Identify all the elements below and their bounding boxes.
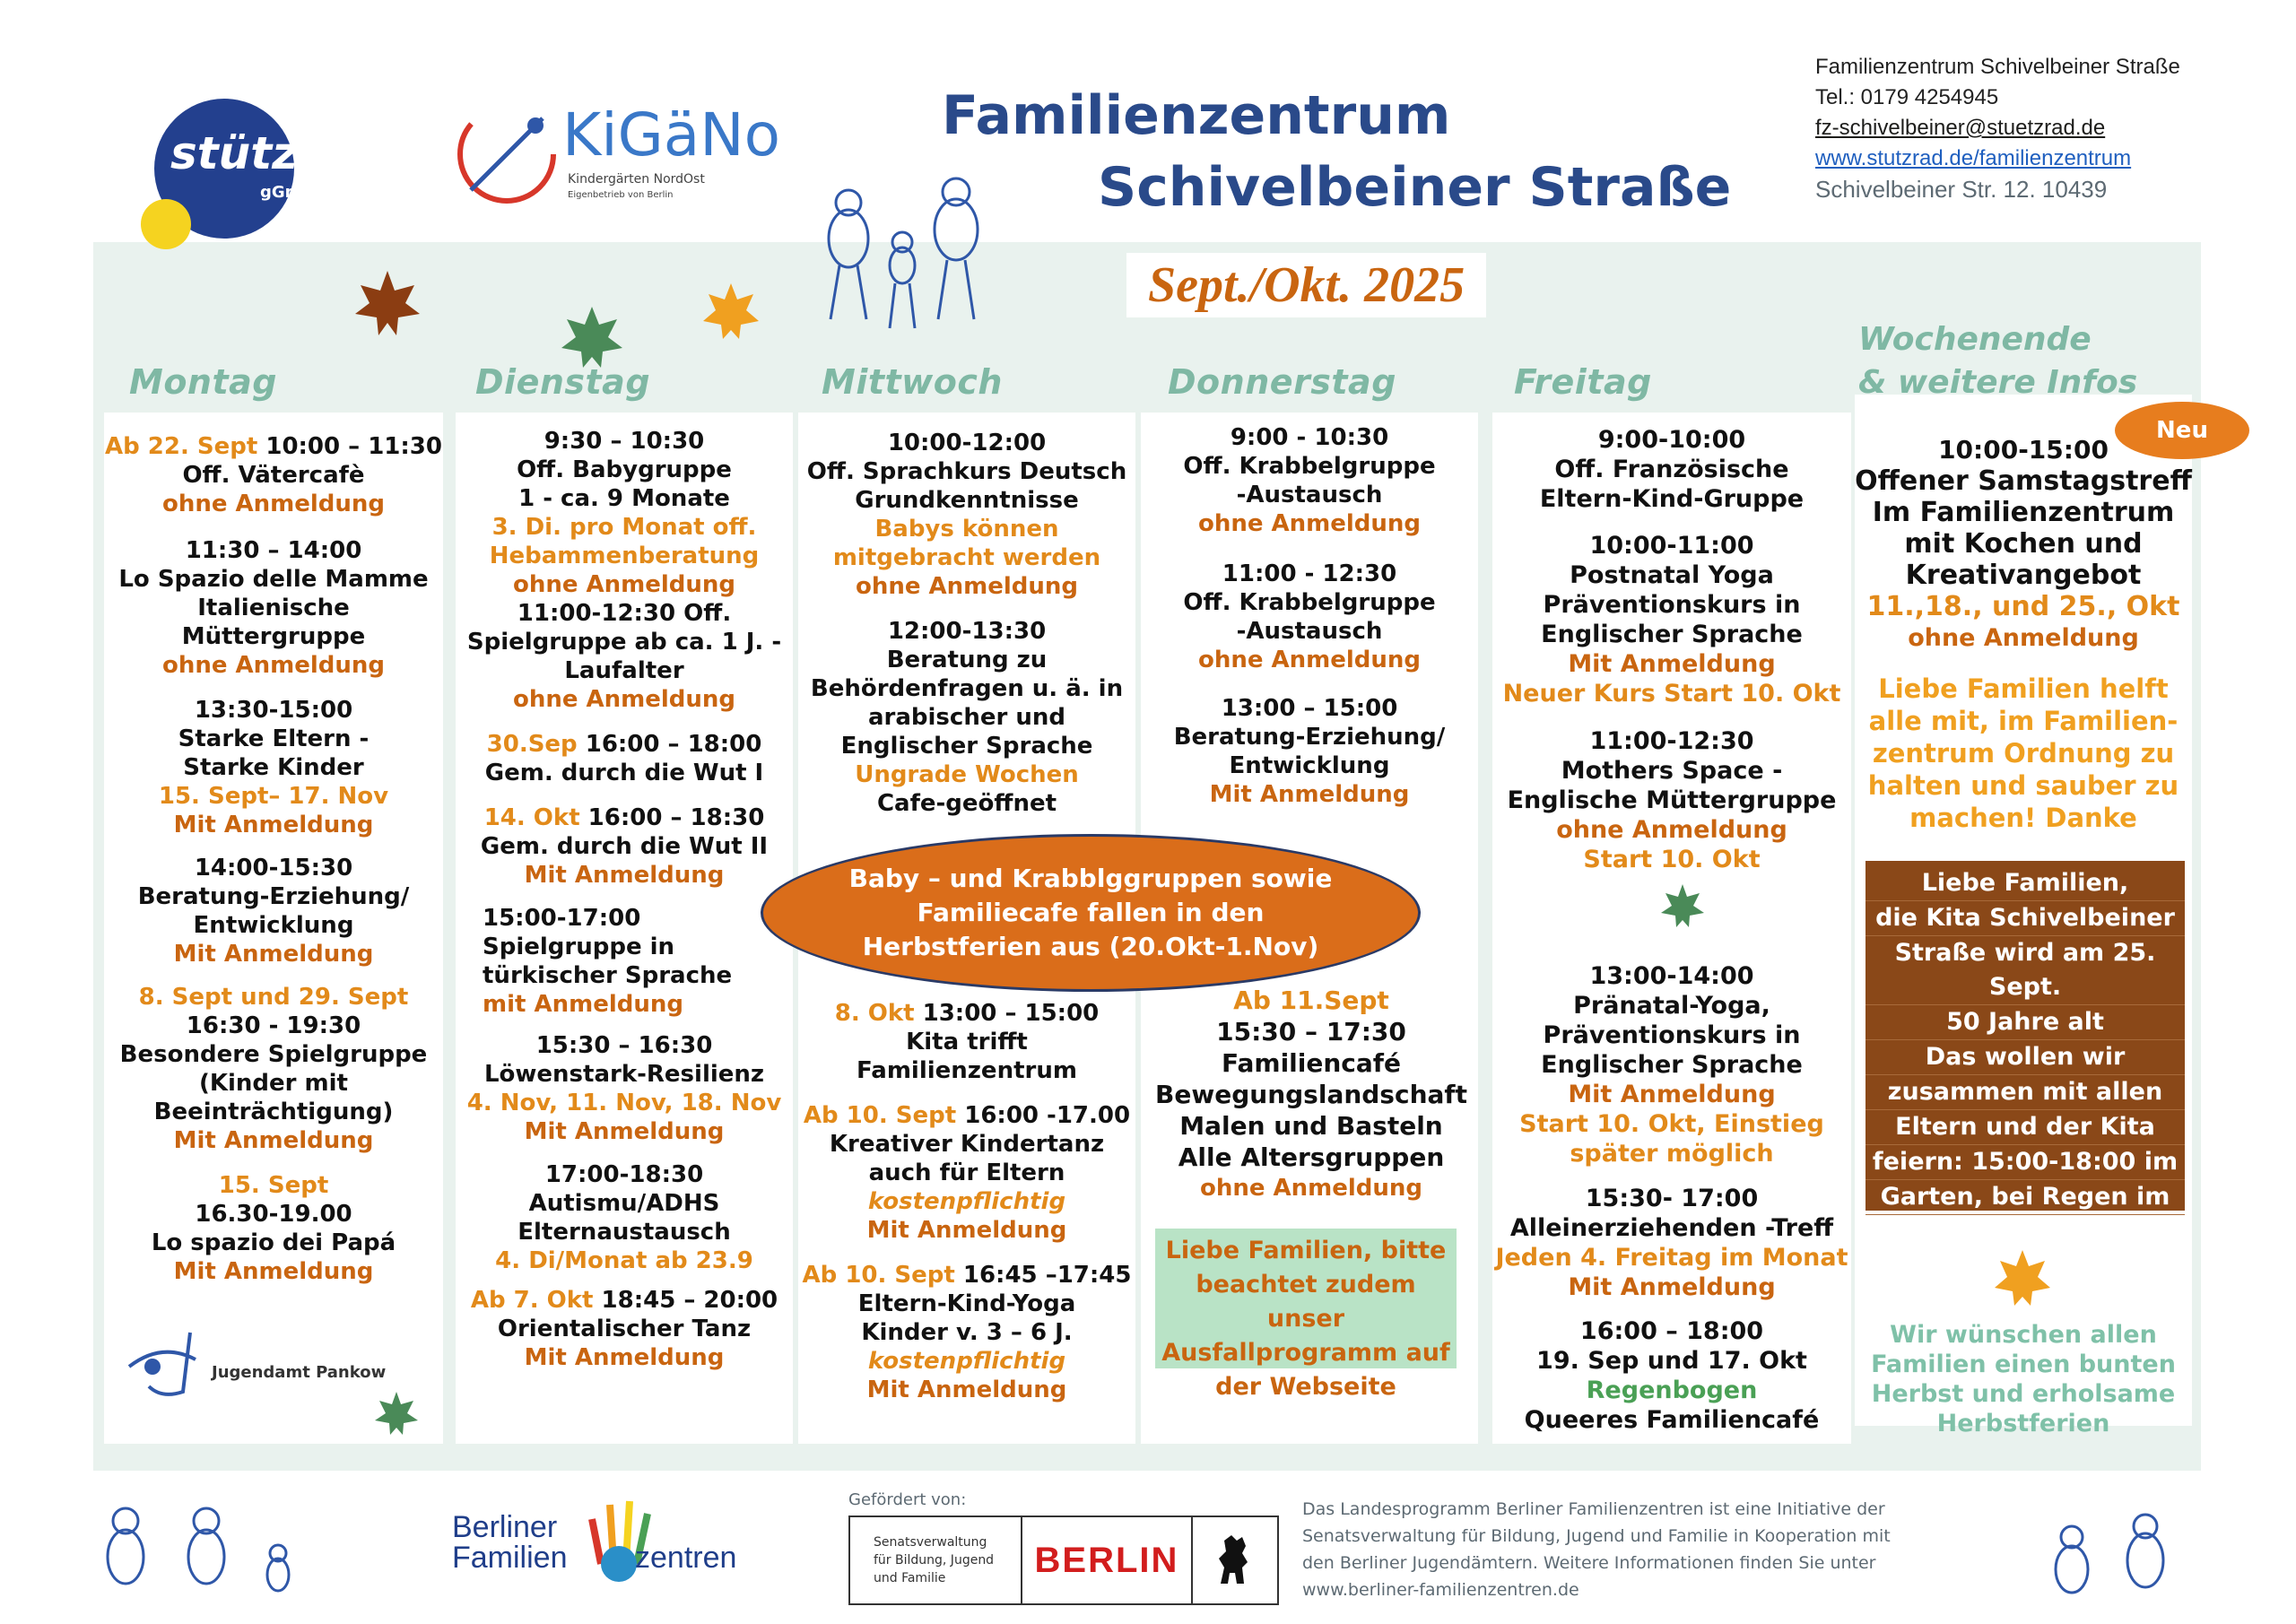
friday-e2-line-3: Englischer Sprache: [1541, 621, 1803, 648]
weekend-help-notice: [1855, 673, 2192, 834]
thursday-entry-1: [1141, 423, 1478, 538]
tuesday-entry-6: [483, 904, 752, 1019]
monday-e1-time: 10:00 – 11:30: [257, 433, 442, 460]
thursday-e4-note: ohne Anmeldung: [1199, 1175, 1423, 1202]
new-badge: Neu: [2115, 402, 2249, 459]
monday-e5-note: Mit Anmeldung: [173, 1127, 374, 1154]
kigaeno-logo-subtext-2: Eigenbetrieb von Berlin: [568, 190, 674, 200]
tuesday-e7-time: 15:30 – 16:30: [535, 1032, 713, 1059]
monday-entry-5: [104, 983, 443, 1155]
thursday-e3-time: 13:00 – 15:00: [1221, 695, 1398, 722]
thursday-entry-4: [1141, 985, 1482, 1204]
senate-line-2: für Bildung, Jugend: [874, 1553, 995, 1568]
wish-line-3: Herbst und erholsame: [1871, 1380, 2176, 1408]
ellipse-line-2: Familiecafe fallen in den: [917, 898, 1265, 927]
brown-line-5: Das wollen wir: [1866, 1040, 2185, 1075]
thursday-e4-line-3: Malen und Basteln: [1179, 1111, 1443, 1141]
wednesday-entry-2: [798, 617, 1135, 818]
weekend-header-line-2: & weitere Infos: [1858, 364, 2138, 401]
contact-name: Familienzentrum Schivelbeiner Straße: [1815, 55, 2180, 79]
senate-line-1: Senatsverwaltung: [874, 1535, 987, 1550]
wednesday-e4-date: Ab 10. Sept: [803, 1102, 957, 1129]
weekend-wishes: [1855, 1320, 2192, 1438]
friday-e6-time: 16:00 – 18:00: [1579, 1317, 1764, 1345]
wednesday-e5-time: 16:45 –17:45: [954, 1262, 1132, 1289]
wish-line-4: Herbstferien: [1936, 1410, 2110, 1437]
wednesday-e4-line-2: auch für Eltern: [868, 1159, 1065, 1186]
wednesday-entry-3: [798, 999, 1135, 1085]
day-header-thursday: Donnerstag: [1168, 362, 1396, 402]
friday-e5-note: Mit Anmeldung: [1568, 1273, 1776, 1301]
tuesday-e5-note: Mit Anmeldung: [524, 862, 725, 889]
thursday-e4-line-2: Bewegungslandschaft: [1155, 1080, 1467, 1109]
period-title: Sept./Okt. 2025: [1126, 253, 1486, 317]
funded-by-label: Gefördert von:: [848, 1490, 967, 1509]
footer-info-line-2: Senatsverwaltung für Bildung, Jugend und Familie in Kooperation mit: [1302, 1526, 1891, 1546]
thursday-e4-line-4: Alle Altersgruppen: [1178, 1142, 1445, 1172]
friday-e3-start: Start 10. Okt: [1583, 846, 1761, 873]
monday-e2-line-3: Müttergruppe: [181, 623, 366, 650]
contact-block: [1815, 52, 2180, 204]
jugendamt-logo: [126, 1327, 395, 1399]
friday-e1-time: 9:00-10:00: [1597, 426, 1746, 454]
berlin-senate-logo: [848, 1515, 1279, 1605]
thursday-e4-time: 15:30 – 17:30: [1216, 1017, 1406, 1046]
friday-entry-4: [1492, 961, 1851, 1168]
tuesday-e9-line-1: Orientalischer Tanz: [497, 1316, 752, 1342]
wednesday-e4-line-1: Kreativer Kindertanz: [829, 1131, 1105, 1158]
wednesday-e1-time: 10:00-12:00: [887, 430, 1047, 456]
wednesday-e2-line-3: arabischer und: [868, 704, 1065, 731]
friday-e2-line-2: Präventionskurs in: [1543, 591, 1801, 619]
weekend-e1-note: ohne Anmeldung: [1908, 624, 2139, 652]
contact-email-link[interactable]: [1815, 113, 2180, 143]
tuesday-e7-line-1: Löwenstark-Resilienz: [483, 1061, 765, 1088]
wednesday-entry-1: [798, 429, 1135, 601]
brown-line-1: Liebe Familien,: [1866, 866, 2185, 901]
brown-line-9: Garten, bei Regen im: [1866, 1180, 2185, 1215]
day-header-weekend: [1858, 318, 2137, 404]
tuesday-e3-line-2: Spielgruppe ab ca. 1 J. -: [466, 629, 782, 656]
weekend-e1-line-2: Im Familienzentrum: [1872, 497, 2175, 528]
wish-line-2: Familien einen bunten: [1871, 1350, 2176, 1378]
green-notice-line-3: Ausfallprogramm auf: [1161, 1339, 1450, 1367]
monday-e3-note: Mit Anmeldung: [173, 812, 374, 838]
thursday-e4-line-1: Familiencafé: [1222, 1048, 1401, 1078]
wednesday-entry-4: [798, 1101, 1135, 1245]
berlin-wordmark: BERLIN: [1022, 1517, 1193, 1603]
friday-e4-note: Mit Anmeldung: [1568, 1081, 1776, 1108]
tuesday-e3-line-3: Laufalter: [564, 657, 684, 684]
day-header-friday: Freitag: [1514, 362, 1652, 402]
monday-e4-line-2: Entwicklung: [193, 912, 354, 939]
monday-entry-2: [104, 536, 443, 680]
friday-e4-time: 13:00-14:00: [1589, 962, 1754, 990]
thursday-e1-note: ohne Anmeldung: [1197, 510, 1422, 537]
maple-leaf-icon: [373, 1390, 420, 1437]
bfz-logo-text-1: Berliner: [452, 1510, 558, 1544]
tuesday-e5-time: 16:00 – 18:30: [579, 804, 765, 831]
monday-e1-note: ohne Anmeldung: [161, 491, 386, 517]
footer-info-line-3: den Berliner Jugendämtern. Weitere Informationen finden Sie unter: [1302, 1553, 1876, 1573]
friday-e5-when: Jeden 4. Freitag im Monat: [1495, 1244, 1848, 1272]
tuesday-e2-line-1: 3. Di. pro Monat off.: [491, 514, 757, 541]
friday-e3-note: ohne Anmeldung: [1556, 816, 1787, 844]
friday-e5-line-1: Alleinerziehenden -Treff: [1509, 1214, 1834, 1242]
maple-leaf-icon: [352, 267, 423, 339]
kigaeno-logo-text: KiGäNo: [562, 100, 780, 169]
tuesday-e6-time: 15:00-17:00: [483, 905, 641, 932]
tuesday-e4-time: 16:00 – 18:00: [577, 731, 762, 758]
tuesday-e7-dates: 4. Nov, 11. Nov, 18. Nov: [466, 1090, 782, 1116]
tuesday-entry-4: [456, 730, 793, 787]
wish-line-1: Wir wünschen allen: [1890, 1321, 2157, 1349]
friday-e2-time: 10:00-11:00: [1589, 532, 1754, 560]
wednesday-e5-line-2: Kinder v. 3 – 6 J.: [861, 1319, 1073, 1346]
monday-e5-dates: 8. Sept und 29. Sept: [138, 984, 409, 1011]
tuesday-e4-date: 30.Sep: [486, 731, 578, 758]
tuesday-e3-note: ohne Anmeldung: [512, 686, 736, 713]
thursday-e2-time: 11:00 - 12:30: [1222, 560, 1397, 587]
wednesday-e1-line-2: Grundkenntnisse: [855, 487, 1079, 514]
bug-family-illustration: [795, 167, 1001, 337]
maple-leaf-icon: [1659, 882, 1706, 929]
berlin-bear-icon: [1215, 1532, 1255, 1589]
tuesday-e8-line-2: Elternaustausch: [517, 1219, 731, 1246]
footer-bugs-left: [90, 1485, 305, 1611]
green-notice-line-4: der Webseite: [1215, 1373, 1396, 1401]
tuesday-e6-note: mit Anmeldung: [483, 991, 683, 1018]
wednesday-e3-time: 13:00 – 15:00: [914, 1000, 1100, 1027]
wednesday-e5-cost: kostenpflichtig: [867, 1348, 1066, 1375]
weekend-e1-line-4: Kreativangebot: [1905, 560, 2142, 591]
bug-family-icon: [2045, 1507, 2179, 1605]
monday-e2-note: ohne Anmeldung: [161, 652, 386, 679]
wednesday-e4-note: Mit Anmeldung: [866, 1217, 1067, 1244]
monday-e2-line-1: Lo Spazio delle Mamme: [118, 566, 429, 593]
friday-e6-rainbow: Regenbogen: [1586, 1376, 1758, 1404]
help-line-3: zentrum Ordnung zu: [1872, 738, 2175, 769]
weekend-e1-dates: 11.,18., und 25., Okt: [1866, 591, 2180, 622]
weekend-header-line-1: Wochenende: [1858, 321, 2092, 358]
friday-entry-5: [1492, 1184, 1851, 1302]
contact-email[interactable]: fz-schivelbeiner@stuetzrad.de: [1815, 116, 2106, 140]
brown-line-8: feiern: 15:00-18:00 im: [1866, 1145, 2185, 1180]
monday-entry-3: [104, 696, 443, 839]
weekend-e1-time: 10:00-15:00: [1938, 435, 2109, 465]
monday-entry-6: [104, 1171, 443, 1286]
stuetzrad-logo: [126, 90, 383, 251]
monday-e5-line-3: Beeinträchtigung): [153, 1099, 394, 1125]
wednesday-e3-line-1: Kita trifft: [906, 1029, 1028, 1055]
maple-leaf-icon: [558, 303, 626, 371]
wednesday-e2-line-1: Beratung zu: [886, 647, 1048, 673]
wednesday-e2-line-4: Englischer Sprache: [840, 733, 1093, 760]
thursday-e3-line-2: Entwicklung: [1229, 752, 1390, 779]
monday-e2-time: 11:30 – 14:00: [185, 537, 362, 564]
monday-e3-line-2: Starke Kinder: [183, 754, 364, 781]
thursday-e4-date: Ab 11.Sept: [1233, 986, 1389, 1015]
brown-line-7: Eltern und der Kita: [1866, 1110, 2185, 1145]
contact-website[interactable]: www.stutzrad.de/familienzentrum: [1815, 146, 2132, 170]
thursday-e1-time: 9:00 - 10:30: [1230, 424, 1389, 451]
tuesday-e8-time: 17:00-18:30: [544, 1161, 704, 1188]
bfz-logo-text-3: zentren: [635, 1541, 737, 1575]
berliner-familienzentren-logo: [452, 1489, 757, 1587]
wednesday-e5-line-1: Eltern-Kind-Yoga: [857, 1290, 1076, 1317]
thursday-e2-note: ohne Anmeldung: [1197, 647, 1422, 673]
friday-e2-line-1: Postnatal Yoga: [1570, 561, 1774, 589]
monday-e6-line-1: Lo spazio dei Papá: [151, 1229, 396, 1256]
footer-info-line-1: Das Landesprogramm Berliner Familienzentren ist eine Initiative der: [1302, 1499, 1885, 1519]
kigaeno-logo: [453, 100, 780, 217]
kita-anniversary-notice: [1866, 861, 2185, 1246]
ellipse-line-3: Herbstferien aus (20.Okt-1.Nov): [862, 932, 1319, 961]
tuesday-e7-note: Mit Anmeldung: [524, 1118, 725, 1145]
friday-e6-line-2: Queeres Familiencafé: [1524, 1406, 1820, 1434]
monday-e5-line-2: (Kinder mit: [198, 1070, 348, 1097]
wednesday-e4-time: 16:00 -17.00: [956, 1102, 1131, 1129]
help-line-1: Liebe Familien helft: [1878, 673, 2169, 704]
thursday-e2-line-2: -Austausch: [1236, 618, 1383, 645]
monday-e4-time: 14:00-15:30: [194, 855, 353, 881]
friday-e4-line-3: Englischer Sprache: [1541, 1051, 1803, 1079]
bug-family-icon: [90, 1485, 305, 1611]
wednesday-e1-note: ohne Anmeldung: [855, 573, 1079, 600]
tuesday-e5-date: 14. Okt: [483, 804, 580, 831]
tuesday-e4-line-1: Gem. durch die Wut I: [484, 760, 764, 786]
tuesday-entry-5: [456, 803, 793, 890]
tuesday-e1-time: 9:30 – 10:30: [544, 428, 705, 455]
monday-e5-line-1: Besondere Spielgruppe: [119, 1041, 428, 1068]
monday-e2-line-2: Italienische: [197, 595, 350, 621]
friday-entry-3: [1492, 726, 1851, 874]
footer-bugs-right: [2045, 1507, 2179, 1605]
contact-address: Schivelbeiner Str. 12. 10439: [1815, 176, 2108, 203]
friday-e4-line-1: Pränatal-Yoga,: [1573, 992, 1770, 1020]
wednesday-e1-orange-2: mitgebracht werden: [832, 544, 1101, 571]
tuesday-e1-line-1: Off. Babygruppe: [517, 456, 732, 483]
help-line-5: machen! Danke: [1909, 803, 2137, 833]
brown-line-6: zusammen mit allen: [1866, 1075, 2185, 1110]
wednesday-e2-time: 12:00-13:30: [887, 618, 1047, 645]
wednesday-e3-date: 8. Okt: [834, 1000, 915, 1027]
maple-leaf-icon: [1991, 1246, 2054, 1309]
wednesday-e1-line-1: Off. Sprachkurs Deutsch: [806, 458, 1127, 485]
monday-e4-note: Mit Anmeldung: [173, 941, 374, 968]
wednesday-e3-line-2: Familienzentrum: [857, 1057, 1077, 1084]
fallback-program-notice: [1155, 1229, 1457, 1401]
monday-e1-date: Ab 22. Sept: [105, 433, 258, 460]
jugendamt-eye-icon: [126, 1327, 206, 1399]
monday-e4-line-1: Beratung-Erziehung/: [137, 883, 410, 910]
friday-e5-time: 15:30- 17:00: [1585, 1185, 1759, 1212]
thursday-e1-line-2: -Austausch: [1236, 482, 1383, 508]
tuesday-entry-7: [456, 1031, 793, 1146]
wednesday-e5-note: Mit Anmeldung: [866, 1376, 1067, 1403]
brown-line-3: Straße wird am 25. Sept.: [1866, 936, 2185, 1005]
monday-e6-time: 16.30-19.00: [195, 1201, 352, 1228]
senate-line-3: und Familie: [874, 1571, 946, 1585]
wednesday-e2-orange-1: Ungrade Wochen: [855, 761, 1079, 788]
friday-e4-line-2: Präventionskurs in: [1543, 1021, 1801, 1049]
tuesday-e5-line-1: Gem. durch die Wut II: [480, 833, 769, 860]
wednesday-entry-5: [798, 1261, 1135, 1404]
page-title-line-1: Familienzentrum: [942, 84, 1451, 147]
tuesday-e9-time: 18:45 – 20:00: [593, 1287, 778, 1314]
monday-e1-title: Off. Vätercafè: [182, 462, 365, 489]
footer-info: [1302, 1496, 1891, 1603]
friday-e2-note: Mit Anmeldung: [1568, 650, 1776, 678]
tuesday-e2-line-2: Hebammenberatung: [489, 543, 760, 569]
weekend-e1-line-3: mit Kochen und: [1904, 528, 2143, 560]
wednesday-e2-line-5: Cafe-geöffnet: [876, 790, 1057, 817]
kigaeno-logo-subtext: Kindergärten NordOst: [568, 172, 705, 187]
tuesday-entry-8: [456, 1160, 793, 1275]
bfz-logo-text-2: Familien: [452, 1541, 568, 1575]
thursday-entry-2: [1141, 560, 1478, 674]
brown-line-10: ganzen Haus: [1937, 1218, 2113, 1246]
weekend-e1-line-1: Offener Samstagstreff: [1855, 465, 2192, 497]
ellipse-line-1: Baby – und Krabblggruppen sowie: [848, 864, 1333, 893]
tuesday-entry-9: [456, 1286, 793, 1372]
tuesday-e8-dates: 4. Di/Monat ab 23.9: [495, 1247, 753, 1274]
friday-e4-start-2: später möglich: [1570, 1140, 1774, 1168]
tuesday-e6-line-2: türkischer Sprache: [483, 962, 733, 989]
friday-e6-line-1: 19. Sep und 17. Okt: [1536, 1347, 1807, 1375]
thursday-e3-line-1: Beratung-Erziehung/: [1173, 724, 1446, 751]
wednesday-e2-line-2: Behördenfragen u. ä. in: [810, 675, 1124, 702]
friday-e3-line-2: Englische Müttergruppe: [1507, 786, 1837, 814]
footer-info-link[interactable]: www.berliner-familienzentren.de: [1302, 1580, 1579, 1600]
senate-text: [850, 1517, 1022, 1603]
monday-e5-time: 16:30 - 19:30: [186, 1012, 361, 1039]
green-notice-line-2: beachtet zudem unser: [1196, 1271, 1416, 1333]
friday-e1-line-1: Off. Französische: [1554, 456, 1789, 483]
brown-line-2: die Kita Schivelbeiner: [1866, 901, 2185, 936]
thursday-entry-3: [1141, 694, 1478, 809]
page-title-line-2: Schivelbeiner Straße: [1098, 156, 1732, 219]
contact-website-link[interactable]: [1815, 143, 2180, 174]
wednesday-e4-cost: kostenpflichtig: [867, 1188, 1066, 1215]
tuesday-e2-note: ohne Anmeldung: [512, 571, 736, 598]
berlin-bear-cell: [1193, 1517, 1277, 1603]
friday-e1-line-2: Eltern-Kind-Gruppe: [1539, 485, 1805, 513]
green-notice-line-1: Liebe Familien, bitte: [1165, 1237, 1447, 1264]
monday-e3-dates: 15. Sept– 17. Nov: [158, 783, 389, 810]
help-line-4: halten und sauber zu: [1867, 770, 2179, 801]
friday-e3-time: 11:00-12:30: [1589, 727, 1754, 755]
tuesday-e1-line-2: 1 - ca. 9 Monate: [518, 485, 730, 512]
autumn-holiday-notice: [761, 834, 1421, 992]
monday-e6-note: Mit Anmeldung: [173, 1258, 374, 1285]
friday-e4-start-1: Start 10. Okt, Einstieg: [1519, 1110, 1824, 1138]
weekend-entry-1: [1855, 434, 2192, 654]
day-header-tuesday: Dienstag: [475, 362, 651, 402]
tuesday-e8-line-1: Autismu/ADHS: [528, 1190, 720, 1217]
help-line-2: alle mit, im Familien-: [1868, 706, 2179, 736]
monday-e3-time: 13:30-15:00: [194, 697, 353, 724]
maple-leaf-icon: [700, 280, 762, 343]
monday-entry-4: [104, 854, 443, 968]
friday-entry-6: [1492, 1316, 1851, 1435]
contact-phone: Tel.: 0179 4254945: [1815, 85, 1999, 109]
tuesday-entry-1: [456, 427, 793, 714]
friday-entry-2: [1492, 531, 1851, 708]
monday-e6-date: 15. Sept: [218, 1172, 329, 1199]
friday-entry-1: [1492, 425, 1851, 514]
friday-e2-start: Neuer Kurs Start 10. Okt: [1502, 680, 1841, 708]
thursday-e2-line-1: Off. Krabbelgruppe: [1183, 589, 1436, 616]
monday-e3-line-1: Starke Eltern -: [178, 725, 370, 752]
stuetzrad-logo-subtext: gGmbH: [260, 183, 327, 202]
tuesday-e9-date: Ab 7. Okt: [470, 1287, 594, 1314]
tuesday-e6-line-1: Spielgruppe in: [483, 934, 675, 960]
thursday-e3-note: Mit Anmeldung: [1209, 781, 1410, 808]
stuetzrad-logo-text: stützrad: [170, 127, 383, 179]
kigaeno-logo-mark: [453, 100, 561, 208]
friday-e3-line-1: Mothers Space -: [1561, 757, 1783, 785]
day-header-monday: Montag: [129, 362, 277, 402]
brown-line-4: 50 Jahre alt: [1866, 1005, 2185, 1040]
wednesday-e5-date: Ab 10. Sept: [802, 1262, 955, 1289]
bug-family-icon: [795, 167, 1001, 337]
monday-entry-1: [104, 432, 443, 518]
tuesday-e9-note: Mit Anmeldung: [524, 1344, 725, 1371]
jugendamt-logo-text: Jugendamt Pankow: [212, 1363, 387, 1382]
thursday-e1-line-1: Off. Krabbelgruppe: [1183, 453, 1436, 480]
day-header-wednesday: Mittwoch: [822, 362, 1003, 402]
tuesday-e3-line-1: 11:00-12:30 Off.: [517, 600, 732, 627]
wednesday-e1-orange-1: Babys können: [874, 516, 1059, 543]
